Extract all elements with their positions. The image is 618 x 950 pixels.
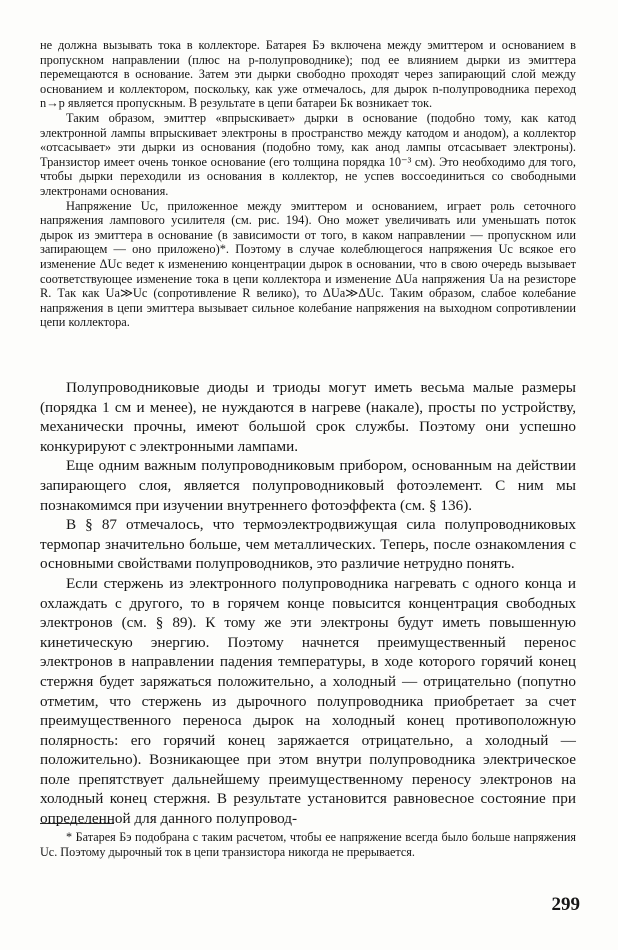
main-paragraph-4: Если стержень из электронного полупроводника нагревать с одного конца и охлаждать с другого, то в горячем конце повысится концентрация свободных электронов (см. § 89). К тому же эти электроны будут иметь повышенную кинетическую энергию. Поэтому начнется преимущественный перенос электронов в направлении падения температуры, в ходе которого горячий конец стержня будет заряжаться положительно, а холодный — отрицательно (попутно отметим, что стержень из дырочного полупроводника приобретает за счет преимущественного переноса дырок на холодный конец противоположную полярность: его горячий конец заряжается отрицательно, а холодный — положительно). Возникающее при этом внутри полупроводника электрическое поле препятствует дальнейшему преимущественному переносу электронов на холодный конец стержня. В результате установится равновесное состояние при определенной для данного полупровод- bbox=[40, 574, 576, 828]
small-print-block bbox=[40, 38, 576, 330]
main-paragraph-2: Еще одним важным полупроводниковым прибором, основанным на действии запирающего слоя, является полупроводниковый фотоэлемент. С ним мы познакомимся при изучении внутреннего фотоэффекта (см. § 136). bbox=[40, 457, 576, 514]
main-paragraph-1: Полупроводниковые диоды и триоды могут иметь весьма малые размеры (порядка 1 см и менее), не нуждаются в нагреве (накале), просты по устройству, механически прочны, имеют большой срок службы. Поэтому они успешно конкурируют с электронными лампами. bbox=[40, 379, 576, 455]
footnote-text: * Батарея Бэ подобрана с таким расчетом, чтобы ее напряжение всегда было больше напряжения Uc. Поэтому дырочный ток в цепи транзистора никогда не прерывается. bbox=[40, 830, 576, 859]
small-paragraph-2: Таким образом, эмиттер «впрыскивает» дырки в основание (подобно тому, как катод электронной лампы впрыскивает электроны в пространство между катодом и анодом), а коллектор «отсасывает» эти дырки из основания (подобно тому, как анод лампы отсасывает электроны). Транзистор имеет очень тонкое основание (его толщина порядка 10⁻³ см). Это необходимо для того, чтобы дырки переходили из основания в коллектор, не успев воссоединиться со свободными электронами основания. bbox=[40, 110, 576, 198]
footnote bbox=[40, 830, 576, 859]
footnote-divider bbox=[40, 823, 114, 824]
main-text-block bbox=[40, 378, 576, 829]
page-number: 299 bbox=[551, 894, 580, 915]
small-paragraph-3: Напряжение Uc, приложенное между эмиттером и основанием, играет роль сеточного напряжения лампового усилителя (см. рис. 194). Оно может увеличивать или уменьшать поток дырок из эмиттера в основание (в зависимости от того, в каком направлении — пропускном или запирающем — оно приложено)*. Поэтому в случае колеблющегося напряжения Uc всякое его изменение ΔUc ведет к изменению концентрации дырок в основании, что в свою очередь вызывает соответствующее изменение тока в цепи коллектора и изменение ΔUa напряжения Ua на резисторе R. Так как Ua≫Uc (сопротивление R велико), то ΔUa≫ΔUc. Таким образом, слабое колебание напряжения в цепи эмиттера вызывает сильное колебание напряжения на выходном сопротивлении цепи коллектора. bbox=[40, 198, 576, 330]
main-paragraph-3: В § 87 отмечалось, что термоэлектродвижущая сила полупроводниковых термопар значительно больше, чем металлических. Теперь, после ознакомления с основными свойствами полупроводников, это различие нетрудно понять. bbox=[40, 516, 576, 573]
small-paragraph-1: не должна вызывать тока в коллекторе. Батарея Бэ включена между эмиттером и основанием в пропускном направлении (плюс на p-полупроводнике); под ее влиянием дырки из эмиттера перемещаются в основание. Затем эти дырки свободно проходят через запирающий слой между основанием и коллектором, поскольку, как уже отмечалось, для дырок n-полупроводника переход n→p является пропускным. В результате в цепи батареи Бк возникает ток. bbox=[40, 38, 576, 111]
